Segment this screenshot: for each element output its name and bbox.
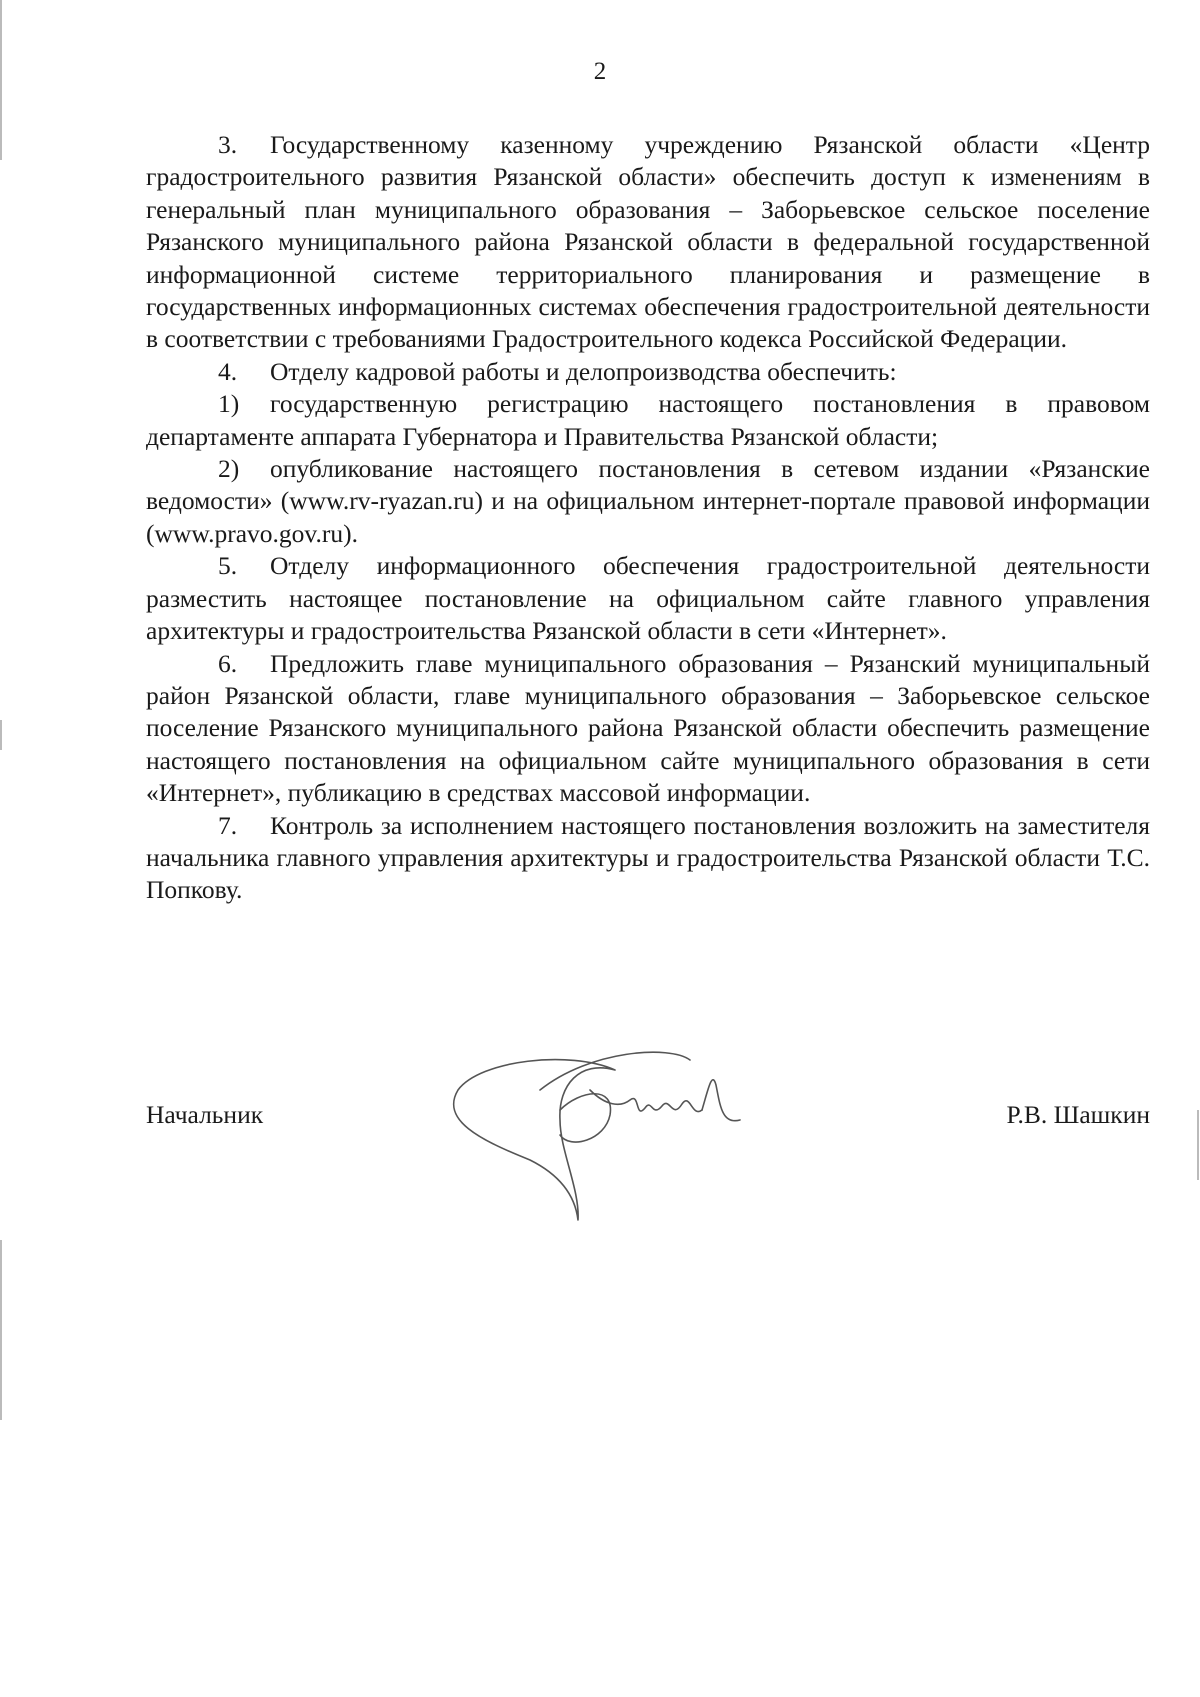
- paragraph-text: Предложить главе муниципального образования – Рязанский муниципальный район Рязанской области, главе муниципального образования – Заборьевское сельское поселение Рязанского муниципального района Рязанской области обеспечить размещение настоящего постановления на официальном сайте муниципального образования в сети «Интернет», публикацию в средствах массовой информации.: [146, 648, 1150, 808]
- paragraph-6: [146, 648, 1150, 810]
- paragraph-number: 2): [218, 454, 240, 484]
- scan-edge-mark: [0, 0, 2, 160]
- paragraph-number: 1): [218, 389, 240, 419]
- paragraph-number: 6.: [218, 648, 238, 678]
- signatory-title: Начальник: [146, 1100, 264, 1129]
- paragraph-3: [146, 129, 1150, 356]
- subparagraph-2: [146, 453, 1150, 550]
- paragraph-text: Контроль за исполнением настоящего постановления возложить на заместителя начальника главного управления архитектуры и градостроительства Рязанской области Т.С. Попкову.: [146, 810, 1150, 905]
- scan-edge-mark: [0, 1240, 2, 1420]
- signature-block: [146, 1100, 1150, 1160]
- paragraph-text: Государственному казенному учреждению Рязанской области «Центр градостроительного развития Рязанской области» обеспечить доступ к изменениям в генеральный план муниципального образования – Заборьевское сельское поселение Рязанского муниципального района Рязанской области в федеральной государственной информационной системе территориального планирования и размещение в государственных информационных системах обеспечения градостроительной деятельности в соответствии с требованиями Градостроительного кодекса Российской Федерации.: [146, 130, 1150, 354]
- scan-edge-mark: [0, 720, 2, 750]
- scan-edge-mark: [1197, 1110, 1199, 1180]
- paragraph-4: [146, 356, 1150, 388]
- subparagraph-1: [146, 388, 1150, 453]
- paragraph-number: 7.: [218, 810, 238, 840]
- paragraph-number: 5.: [218, 551, 238, 581]
- paragraph-text: Отделу информационного обеспечения градостроительной деятельности разместить настоящее постановление на официальном сайте главного управления архитектуры и градостроительства Рязанской области в сети «Интернет».: [146, 551, 1150, 646]
- page-number: 2: [593, 58, 607, 85]
- paragraph-5: [146, 550, 1150, 647]
- paragraph-text: Отделу кадровой работы и делопроизводства обеспечить:: [270, 356, 897, 386]
- document-body: [146, 129, 1150, 907]
- signatory-name: Р.В. Шашкин: [1006, 1100, 1150, 1129]
- paragraph-7: [146, 810, 1150, 907]
- paragraph-number: 4.: [218, 356, 238, 386]
- paragraph-number: 3.: [218, 130, 238, 159]
- paragraph-text: государственную регистрацию настоящего постановления в правовом департаменте аппарата Губернатора и Правительства Рязанской области;: [146, 389, 1150, 451]
- paragraph-text: опубликование настоящего постановления в сетевом издании «Рязанские ведомости» (www.rv-ryazan.ru) и на официальном интернет-портале правовой информации (www.pravo.gov.ru).: [146, 454, 1150, 548]
